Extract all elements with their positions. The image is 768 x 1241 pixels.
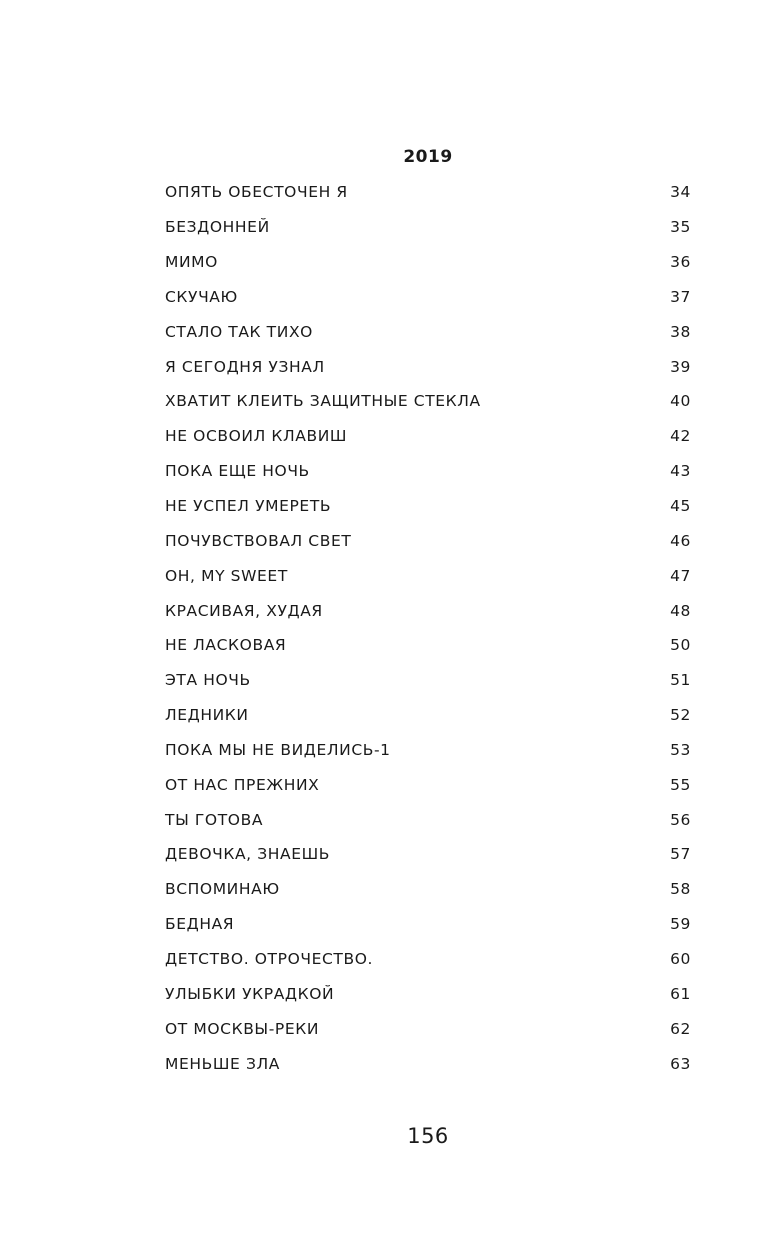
toc-entry-page: 56 bbox=[670, 810, 691, 829]
toc-entry bbox=[165, 698, 691, 733]
toc-entry-page: 40 bbox=[670, 392, 691, 411]
toc-entry-title: НЕ ЛАСКОВАЯ bbox=[165, 636, 287, 655]
toc-entry-page: 45 bbox=[670, 497, 691, 516]
toc-entry-title: ПОКА ЕЩЕ НОЧЬ bbox=[165, 462, 310, 481]
toc-entry-title: ОПЯТЬ ОБЕСТОЧЕН Я bbox=[165, 183, 348, 202]
toc-entry-title: Я СЕГОДНЯ УЗНАЛ bbox=[165, 357, 325, 376]
toc-entry-title: ДЕВОЧКА, ЗНАЕШЬ bbox=[165, 845, 331, 864]
toc-entry-title: БЕЗДОННЕЙ bbox=[165, 218, 270, 237]
toc-entry-title: ЭТА НОЧЬ bbox=[165, 671, 251, 690]
toc-entry-page: 39 bbox=[670, 357, 691, 376]
toc-entry-title: УЛЫБКИ УКРАДКОЙ bbox=[165, 984, 335, 1003]
toc-entry-page: 36 bbox=[670, 253, 691, 272]
toc-entry-page: 59 bbox=[670, 915, 691, 934]
toc-entry bbox=[165, 419, 691, 454]
table-of-contents bbox=[165, 175, 691, 1081]
toc-entry-page: 61 bbox=[670, 984, 691, 1003]
toc-entry-title: СКУЧАЮ bbox=[165, 287, 238, 306]
toc-entry-page: 34 bbox=[670, 183, 691, 202]
toc-entry bbox=[165, 454, 691, 489]
toc-entry-page: 62 bbox=[670, 1019, 691, 1038]
toc-entry bbox=[165, 663, 691, 698]
toc-entry-title: ПОКА МЫ НЕ ВИДЕЛИСЬ-1 bbox=[165, 740, 391, 759]
toc-entry-title: ОТ НАС ПРЕЖНИХ bbox=[165, 775, 320, 794]
toc-entry-page: 55 bbox=[670, 775, 691, 794]
toc-entry-page: 46 bbox=[670, 531, 691, 550]
toc-entry-page: 57 bbox=[670, 845, 691, 864]
toc-entry bbox=[165, 280, 691, 315]
toc-entry bbox=[165, 802, 691, 837]
toc-entry-title: КРАСИВАЯ, ХУДАЯ bbox=[165, 601, 323, 620]
toc-entry-title: МЕНЬШЕ ЗЛА bbox=[165, 1054, 280, 1073]
toc-entry bbox=[165, 628, 691, 663]
toc-entry-page: 48 bbox=[670, 601, 691, 620]
toc-entry-page: 35 bbox=[670, 218, 691, 237]
toc-entry bbox=[165, 384, 691, 419]
toc-entry-title: ТЫ ГОТОВА bbox=[165, 810, 264, 829]
toc-entry bbox=[165, 872, 691, 907]
toc-entry-page: 47 bbox=[670, 566, 691, 585]
toc-entry bbox=[165, 1011, 691, 1046]
toc-entry bbox=[165, 489, 691, 524]
toc-entry-page: 63 bbox=[670, 1054, 691, 1073]
toc-entry-page: 53 bbox=[670, 740, 691, 759]
toc-entry bbox=[165, 733, 691, 768]
toc-entry bbox=[165, 245, 691, 280]
toc-entry-title: НЕ ОСВОИЛ КЛАВИШ bbox=[165, 427, 348, 446]
toc-entry-title: ЛЕДНИКИ bbox=[165, 706, 249, 725]
toc-entry-page: 51 bbox=[670, 671, 691, 690]
page-number: 156 bbox=[407, 1124, 449, 1148]
toc-entry-page: 50 bbox=[670, 636, 691, 655]
toc-entry bbox=[165, 558, 691, 593]
toc-entry bbox=[165, 523, 691, 558]
toc-entry-title: ВСПОМИНАЮ bbox=[165, 880, 280, 899]
toc-entry-page: 58 bbox=[670, 880, 691, 899]
toc-entry bbox=[165, 175, 691, 210]
toc-entry-title: ДЕТСТВО. ОТРОЧЕСТВО. bbox=[165, 949, 374, 968]
toc-entry-title: ПОЧУВСТВОВАЛ СВЕТ bbox=[165, 531, 352, 550]
toc-entry-title: ОТ МОСКВЫ-РЕКИ bbox=[165, 1019, 320, 1038]
toc-entry-title: БЕДНАЯ bbox=[165, 915, 235, 934]
toc-entry bbox=[165, 349, 691, 384]
toc-entry-page: 60 bbox=[670, 949, 691, 968]
toc-entry-title: НЕ УСПЕЛ УМЕРЕТЬ bbox=[165, 497, 332, 516]
toc-entry-title: OH, MY SWEET bbox=[165, 566, 288, 585]
toc-entry-page: 43 bbox=[670, 462, 691, 481]
toc-entry bbox=[165, 210, 691, 245]
toc-entry bbox=[165, 837, 691, 872]
toc-entry-page: 42 bbox=[670, 427, 691, 446]
toc-entry bbox=[165, 976, 691, 1011]
toc-entry-page: 37 bbox=[670, 287, 691, 306]
toc-entry-title: ХВАТИТ КЛЕИТЬ ЗАЩИТНЫЕ СТЕКЛА bbox=[165, 392, 481, 411]
toc-entry-page: 38 bbox=[670, 322, 691, 341]
toc-entry-page: 52 bbox=[670, 706, 691, 725]
toc-entry-title: МИМО bbox=[165, 253, 218, 272]
toc-entry bbox=[165, 907, 691, 942]
toc-entry bbox=[165, 767, 691, 802]
section-heading-year: 2019 bbox=[403, 147, 453, 167]
toc-entry bbox=[165, 942, 691, 977]
toc-entry bbox=[165, 1046, 691, 1081]
toc-entry-title: СТАЛО ТАК ТИХО bbox=[165, 322, 313, 341]
toc-entry bbox=[165, 593, 691, 628]
toc-entry bbox=[165, 314, 691, 349]
